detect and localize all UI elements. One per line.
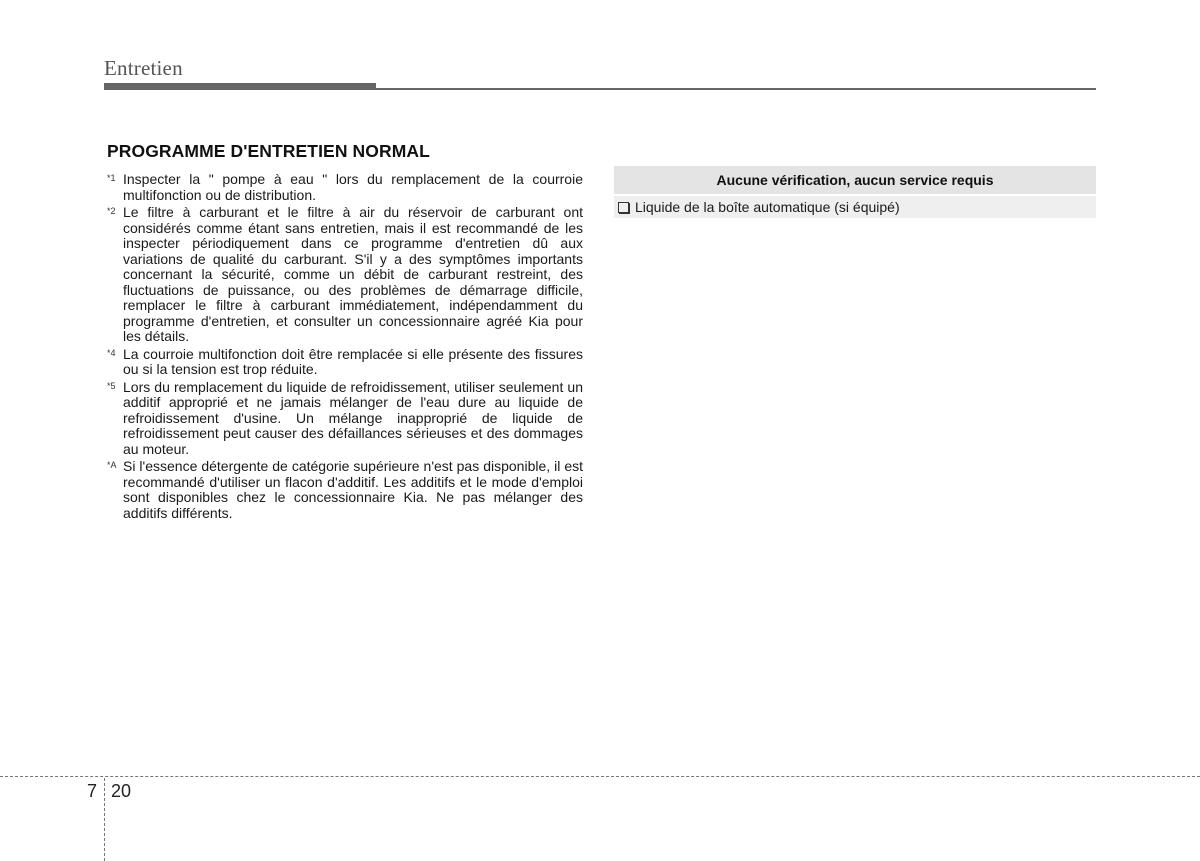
- section-title: PROGRAMME D'ENTRETIEN NORMAL: [107, 141, 430, 161]
- footnote-marker: *5: [107, 380, 116, 391]
- footer-dashed-rule: [0, 776, 1200, 777]
- table-row-text: Liquide de la boîte automatique (si équipé): [635, 199, 900, 215]
- footnotes-list: [107, 172, 583, 523]
- footnote-marker: *1: [107, 173, 116, 183]
- footnote-item: [107, 205, 583, 345]
- header-title: Entretien: [104, 56, 183, 80]
- header-rule-thick: [104, 83, 376, 90]
- footnote-text: La courroie multifonction doit être remplacée si elle présente des fissures ou si la tension est trop réduite.: [123, 345, 583, 377]
- footnote-item: [107, 172, 583, 203]
- table-header: Aucune vérification, aucun service requis: [614, 166, 1096, 194]
- footer-vertical-dashed-rule: [104, 778, 105, 861]
- footnote-text: Si l'essence détergente de catégorie supérieure n'est pas disponible, il est recommandé d'utiliser un flacon d'additif. Les additifs et le mode d'emploi sont disponibles chez le concessionnaire Kia. Ne pas mélanger des additifs différents.: [123, 458, 583, 521]
- header-rule-thin: [376, 88, 1096, 90]
- footnote-item: [107, 459, 583, 521]
- footnote-text: Inspecter la " pompe à eau " lors du remplacement de la courroie multifonction ou de distribution.: [123, 171, 583, 203]
- table-row: [614, 196, 1096, 218]
- checkbox-icon: [618, 202, 629, 213]
- footnote-item: [107, 380, 583, 458]
- footnote-text: Lors du remplacement du liquide de refroidissement, utiliser seulement un additif approprié et ne jamais mélanger de l'eau dure au liquide de refroidissement d'usine. Un mélange inapproprié de liquide de refroidissement peut causer des défaillances sérieuses et des dommages au moteur.: [123, 378, 583, 457]
- chapter-number: 7: [87, 781, 98, 801]
- maintenance-table: [614, 166, 1096, 218]
- footnote-marker: *2: [107, 206, 116, 216]
- footnote-text: Le filtre à carburant et le filtre à air du réservoir de carburant ont considérés comme étant sans entretien, mais il est recommandé de les inspecter périodiquement dans ce programme d'entretien dû aux variations de qualité du carburant. S'il y a des symptômes importants concernant la sécurité, comme un débit de carburant restreint, des fluctuations de puissance, ou des problèmes de démarrage difficile, remplacer le filtre à carburant immédiatement, indépendamment du programme d'entretien, et consulter un concessionnaire agréé Kia pour les détails.: [123, 204, 583, 344]
- footnote-marker: *4: [107, 347, 116, 358]
- footnote-item: [107, 347, 583, 378]
- footnote-marker: *A: [107, 460, 117, 470]
- page-number: 20: [111, 781, 132, 801]
